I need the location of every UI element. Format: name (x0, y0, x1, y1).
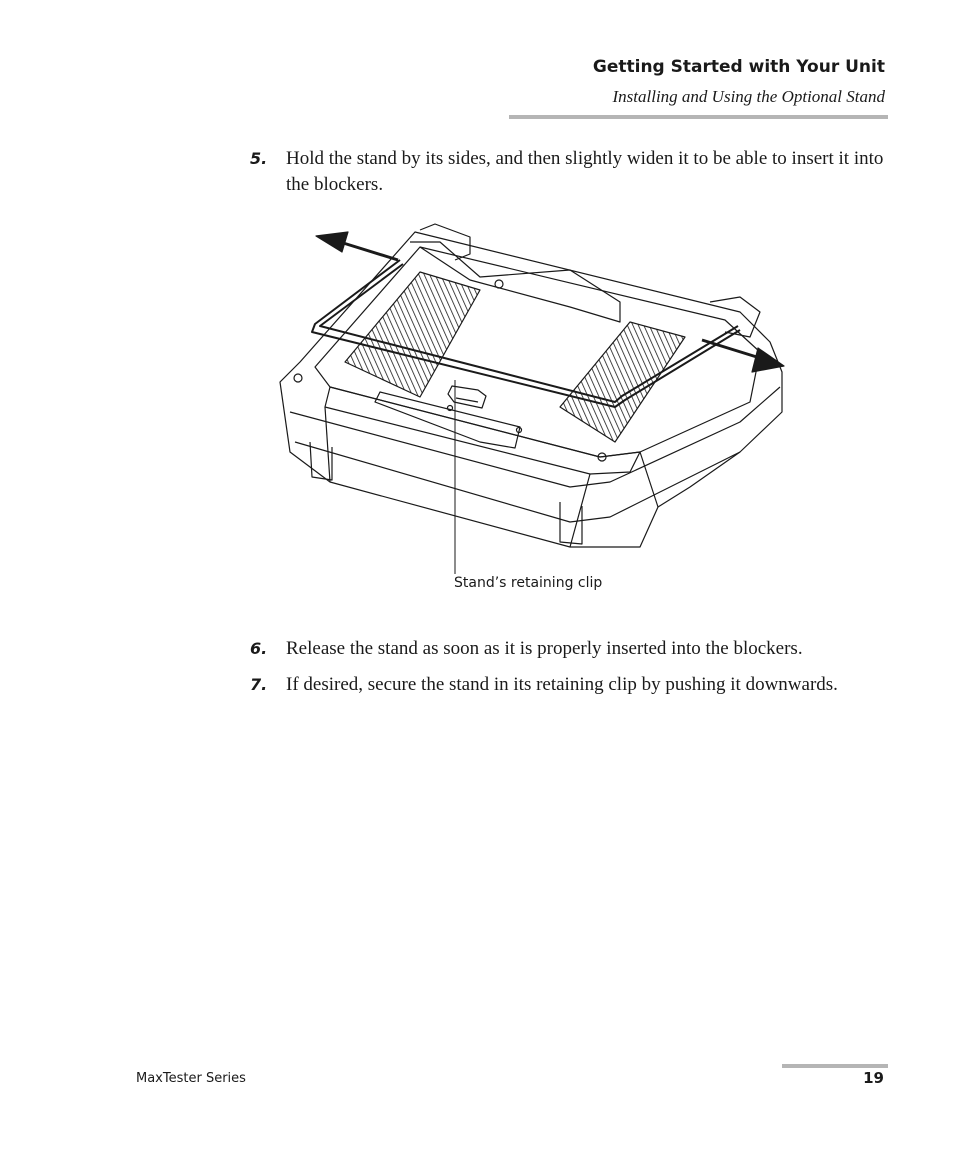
chapter-title: Getting Started with Your Unit (592, 57, 885, 77)
footer-rule (782, 1064, 888, 1068)
step-text: If desired, secure the stand in its retaining clip by pushing it downwards. (286, 674, 838, 695)
arrow-left-icon (316, 232, 398, 260)
section-title: Installing and Using the Optional Stand (612, 87, 885, 106)
step-number: 6. (250, 639, 268, 658)
step-7 (250, 672, 890, 698)
header-rule (509, 115, 888, 119)
step-5 (250, 146, 890, 198)
step-6 (250, 636, 890, 662)
figure-callout: Stand’s retaining clip (454, 575, 603, 591)
step-text: Release the stand as soon as it is properly inserted into the blockers. (286, 638, 803, 659)
step-number: 5. (250, 149, 268, 168)
step-text: Hold the stand by its sides, and then slightly widen it to be able to insert it into the blockers. (286, 148, 884, 195)
page-number: 19 (863, 1069, 884, 1087)
footer-product: MaxTester Series (136, 1071, 246, 1086)
step-number: 7. (250, 675, 268, 694)
stand-illustration (270, 212, 800, 612)
